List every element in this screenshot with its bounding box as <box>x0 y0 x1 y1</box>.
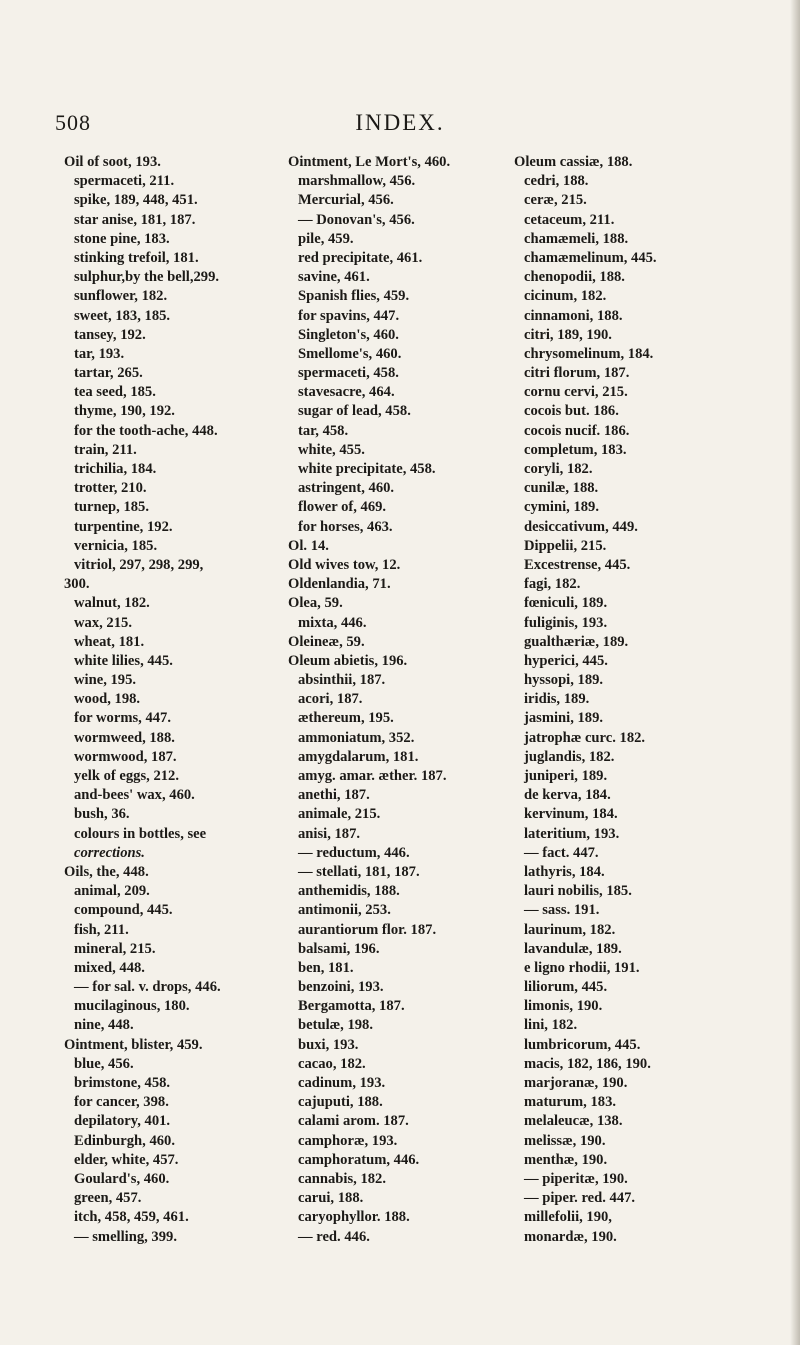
index-column-3 <box>514 153 784 1247</box>
index-entry: — piper. red. 447. <box>524 1190 636 1207</box>
index-entry: lumbricorum, 445. <box>524 1036 641 1053</box>
index-entry: absinthii, 187. <box>298 672 386 689</box>
index-entry: for the tooth-ache, 448. <box>74 422 218 439</box>
index-entry: de kerva, 184. <box>524 787 611 804</box>
index-entry: coryli, 182. <box>524 461 593 477</box>
index-entry: train, 211. <box>74 441 137 458</box>
index-entry: sugar of lead, 458. <box>298 403 411 420</box>
index-entry: wormweed, 188. <box>74 729 175 746</box>
index-entry: wax, 215. <box>74 614 132 631</box>
index-entry: pile, 459. <box>298 230 354 247</box>
index-entry: ben, 181. <box>298 959 354 976</box>
index-entry: juniperi, 189. <box>524 768 608 784</box>
index-entry: star anise, 181, 187. <box>74 211 196 228</box>
index-entry: Bergamotta, 187. <box>298 998 405 1015</box>
index-entry: spike, 189, 448, 451. <box>74 192 198 209</box>
page-number: 508 <box>55 110 91 135</box>
index-entry: sunflower, 182. <box>74 288 168 305</box>
index-entry: camphoratum, 446. <box>298 1151 420 1168</box>
index-entry: tansey, 192. <box>74 326 146 343</box>
index-entry: benzoini, 193. <box>298 979 384 996</box>
index-entry: chrysomelinum, 184. <box>524 345 654 362</box>
index-entry: marjoranæ, 190. <box>524 1075 628 1091</box>
index-entry: millefolii, 190, <box>524 1209 612 1226</box>
index-entry: calami arom. 187. <box>298 1113 409 1130</box>
index-entry: Oldenlandia, 71. <box>288 576 391 593</box>
index-entry: walnut, 182. <box>74 595 150 612</box>
index-entry: sulphur,by the bell,299. <box>74 269 220 286</box>
index-entry: — piperitæ, 190. <box>524 1170 628 1187</box>
index-entry: — stellati, 181, 187. <box>298 863 420 880</box>
index-entry: bush, 36. <box>74 806 130 823</box>
index-entry: corrections. <box>74 844 145 861</box>
index-entry: wormwood, 187. <box>74 748 177 765</box>
index-entry: maturum, 183. <box>524 1094 617 1111</box>
index-entry: cetaceum, 211. <box>524 211 615 228</box>
index-entry: hyperici, 445. <box>524 652 608 669</box>
index-entry: stinking trefoil, 181. <box>74 249 199 266</box>
index-entry: anthemidis, 188. <box>298 883 400 900</box>
index-entry: Olea, 59. <box>288 595 343 612</box>
index-entry: white, 455. <box>298 441 365 458</box>
index-entry: Oleineæ, 59. <box>288 633 365 650</box>
index-entry: cajuputi, 188. <box>298 1094 383 1111</box>
index-entry: Oleum abietis, 196. <box>288 652 408 669</box>
index-entry: juglandis, 182. <box>524 748 615 765</box>
index-entry: animal, 209. <box>74 883 150 900</box>
index-entry: betulæ, 198. <box>298 1017 373 1034</box>
index-entry: compound, 445. <box>74 902 173 919</box>
index-entry: iridis, 189. <box>524 691 590 708</box>
index-entry: depilatory, 401. <box>74 1113 171 1130</box>
index-entry: cannabis, 182. <box>298 1170 386 1187</box>
index-entry: caryophyllor. 188. <box>298 1209 410 1226</box>
index-entry: green, 457. <box>74 1190 142 1207</box>
index-entry: white lilies, 445. <box>74 652 173 669</box>
index-entry: Dippelii, 215. <box>524 537 607 554</box>
index-entry: carui, 188. <box>298 1190 364 1207</box>
index-entry: red precipitate, 461. <box>298 249 423 266</box>
index-entry: stavesacre, 464. <box>298 384 395 401</box>
index-entry: brimstone, 458. <box>74 1075 171 1091</box>
index-entry: laurinum, 182. <box>524 921 616 938</box>
index-entry: aurantiorum flor. 187. <box>298 921 437 938</box>
index-entry: amygdalarum, 181. <box>298 748 419 765</box>
index-entry: acori, 187. <box>298 691 363 708</box>
index-entry: trichilia, 184. <box>74 461 157 477</box>
index-column-1 <box>64 153 300 1247</box>
index-entry: 300. <box>64 576 90 593</box>
index-entry: anethi, 187. <box>298 787 370 804</box>
index-entry: macis, 182, 186, 190. <box>524 1055 651 1072</box>
index-column-2 <box>288 153 513 1247</box>
index-entry: hyssopi, 189. <box>524 672 604 689</box>
index-entry: cocois nucif. 186. <box>524 422 630 439</box>
index-entry: wheat, 181. <box>74 633 145 650</box>
index-entry: — smelling, 399. <box>74 1228 177 1245</box>
index-entry: Old wives tow, 12. <box>288 556 401 573</box>
index-entry: lateritium, 193. <box>524 825 620 842</box>
index-entry: Ol. 14. <box>288 537 329 554</box>
index-entry: marshmallow, 456. <box>298 173 416 190</box>
index-entry: lauri nobilis, 185. <box>524 883 632 900</box>
index-entry: liliorum, 445. <box>524 979 608 996</box>
index-entry: itch, 458, 459, 461. <box>74 1209 189 1226</box>
index-entry: elder, white, 457. <box>74 1151 179 1168</box>
index-entry: buxi, 193. <box>298 1036 359 1053</box>
index-entry: jatrophæ curc. 182. <box>524 729 646 746</box>
index-entry: Oleum cassiæ, 188. <box>514 154 633 170</box>
index-entry: vernicia, 185. <box>74 537 158 554</box>
index-entry: animale, 215. <box>298 806 381 823</box>
index-entry: spermaceti, 458. <box>298 365 399 382</box>
index-entry: flower of, 469. <box>298 499 387 516</box>
index-entry: tea seed, 185. <box>74 384 156 401</box>
index-entry: — fact. 447. <box>524 844 599 861</box>
index-entry: balsami, 196. <box>298 940 380 957</box>
index-entry: cinnamoni, 188. <box>524 307 623 324</box>
index-entry: fagi, 182. <box>524 576 581 593</box>
index-entry: blue, 456. <box>74 1055 134 1072</box>
index-entry: jasmini, 189. <box>524 710 604 727</box>
index-entry: yelk of eggs, 212. <box>74 768 179 784</box>
index-entry: wood, 198. <box>74 691 141 708</box>
index-entry: cornu cervi, 215. <box>524 384 628 401</box>
index-entry: Excestrense, 445. <box>524 556 631 573</box>
index-entry: astringent, 460. <box>298 480 395 497</box>
index-entry: fish, 211. <box>74 921 129 938</box>
index-entry: tar, 458. <box>298 422 349 439</box>
index-entry: wine, 195. <box>74 672 137 689</box>
index-entry: — reductum, 446. <box>298 844 410 861</box>
index-entry: cunilæ, 188. <box>524 480 599 497</box>
index-entry: æthereum, 195. <box>298 710 394 727</box>
index-entry: cacao, 182. <box>298 1055 366 1072</box>
index-entry: e ligno rhodii, 191. <box>524 959 640 976</box>
index-entry: ceræ, 215. <box>524 192 587 209</box>
index-entry: nine, 448. <box>74 1017 134 1034</box>
index-entry: Edinburgh, 460. <box>74 1132 175 1149</box>
index-entry: fœniculi, 189. <box>524 595 608 612</box>
index-entry: tartar, 265. <box>74 365 143 382</box>
index-entry: for worms, 447. <box>74 710 172 727</box>
index-entry: Oil of soot, 193. <box>64 154 161 170</box>
index-entry: — Donovan's, 456. <box>298 211 415 228</box>
index-entry: monardæ, 190. <box>524 1228 617 1245</box>
index-entry: melissæ, 190. <box>524 1132 606 1149</box>
index-entry: and-bees' wax, 460. <box>74 787 195 804</box>
index-entry: lavandulæ, 189. <box>524 940 622 957</box>
index-entry: stone pine, 183. <box>74 230 170 247</box>
index-entry: Smellome's, 460. <box>298 345 402 362</box>
index-entry: chenopodii, 188. <box>524 269 625 286</box>
index-entry: anisi, 187. <box>298 825 361 842</box>
index-entry: lini, 182. <box>524 1017 578 1034</box>
index-entry: cedri, 188. <box>524 173 589 190</box>
index-entry: gualthæriæ, 189. <box>524 633 629 650</box>
index-entry: Goulard's, 460. <box>74 1170 170 1187</box>
page-edge-shadow <box>790 0 800 1345</box>
index-entry: turnep, 185. <box>74 499 149 516</box>
index-entry: desiccativum, 449. <box>524 518 638 535</box>
index-entry: cadinum, 193. <box>298 1075 386 1091</box>
page-header <box>0 110 800 140</box>
index-entry: — red. 446. <box>298 1228 370 1245</box>
index-entry: for horses, 463. <box>298 518 393 535</box>
index-entry: tar, 193. <box>74 345 125 362</box>
index-entry: for cancer, 398. <box>74 1094 169 1111</box>
index-entry: mineral, 215. <box>74 940 156 957</box>
index-entry: Spanish flies, 459. <box>298 288 410 305</box>
index-entry: Ointment, Le Mort's, 460. <box>288 154 451 170</box>
index-entry: fuliginis, 193. <box>524 614 608 631</box>
index-entry: limonis, 190. <box>524 998 603 1015</box>
index-entry: vitriol, 297, 298, 299, <box>74 556 204 573</box>
index-entry: cymini, 189. <box>524 499 599 516</box>
index-entry: chamæmeli, 188. <box>524 230 629 247</box>
index-entry: mixta, 446. <box>298 614 367 631</box>
page-title: INDEX. <box>355 110 445 135</box>
index-entry: thyme, 190, 192. <box>74 403 175 420</box>
index-entry: cicinum, 182. <box>524 288 607 305</box>
index-entry: mucilaginous, 180. <box>74 998 190 1015</box>
index-entry: mixed, 448. <box>74 959 145 976</box>
index-entry: cocois but. 186. <box>524 403 619 420</box>
index-entry: amyg. amar. æther. 187. <box>298 768 447 784</box>
index-entry: ammoniatum, 352. <box>298 729 415 746</box>
index-entry: kervinum, 184. <box>524 806 618 823</box>
index-entry: antimonii, 253. <box>298 902 391 919</box>
index-entry: — sass. 191. <box>524 902 600 919</box>
index-entry: savine, 461. <box>298 269 370 286</box>
index-entry: citri florum, 187. <box>524 365 630 382</box>
index-entry: Singleton's, 460. <box>298 326 399 343</box>
index-entry: trotter, 210. <box>74 480 147 497</box>
index-entry: chamæmelinum, 445. <box>524 249 657 266</box>
index-entry: turpentine, 192. <box>74 518 173 535</box>
index-entry: completum, 183. <box>524 441 627 458</box>
index-entry: spermaceti, 211. <box>74 173 175 190</box>
index-entry: for spavins, 447. <box>298 307 400 324</box>
index-entry: camphoræ, 193. <box>298 1132 398 1149</box>
index-entry: sweet, 183, 185. <box>74 307 171 324</box>
index-entry: menthæ, 190. <box>524 1151 608 1168</box>
index-entry: Mercurial, 456. <box>298 192 394 209</box>
index-entry: lathyris, 184. <box>524 863 605 880</box>
index-entry: — for sal. v. drops, 446. <box>74 979 221 996</box>
index-entry: Oils, the, 448. <box>64 863 149 880</box>
index-entry: colours in bottles, see <box>74 825 207 842</box>
index-entry: Ointment, blister, 459. <box>64 1036 203 1053</box>
index-entry: citri, 189, 190. <box>524 326 612 343</box>
index-entry: white precipitate, 458. <box>298 461 436 477</box>
index-entry: melaleucæ, 138. <box>524 1113 623 1130</box>
